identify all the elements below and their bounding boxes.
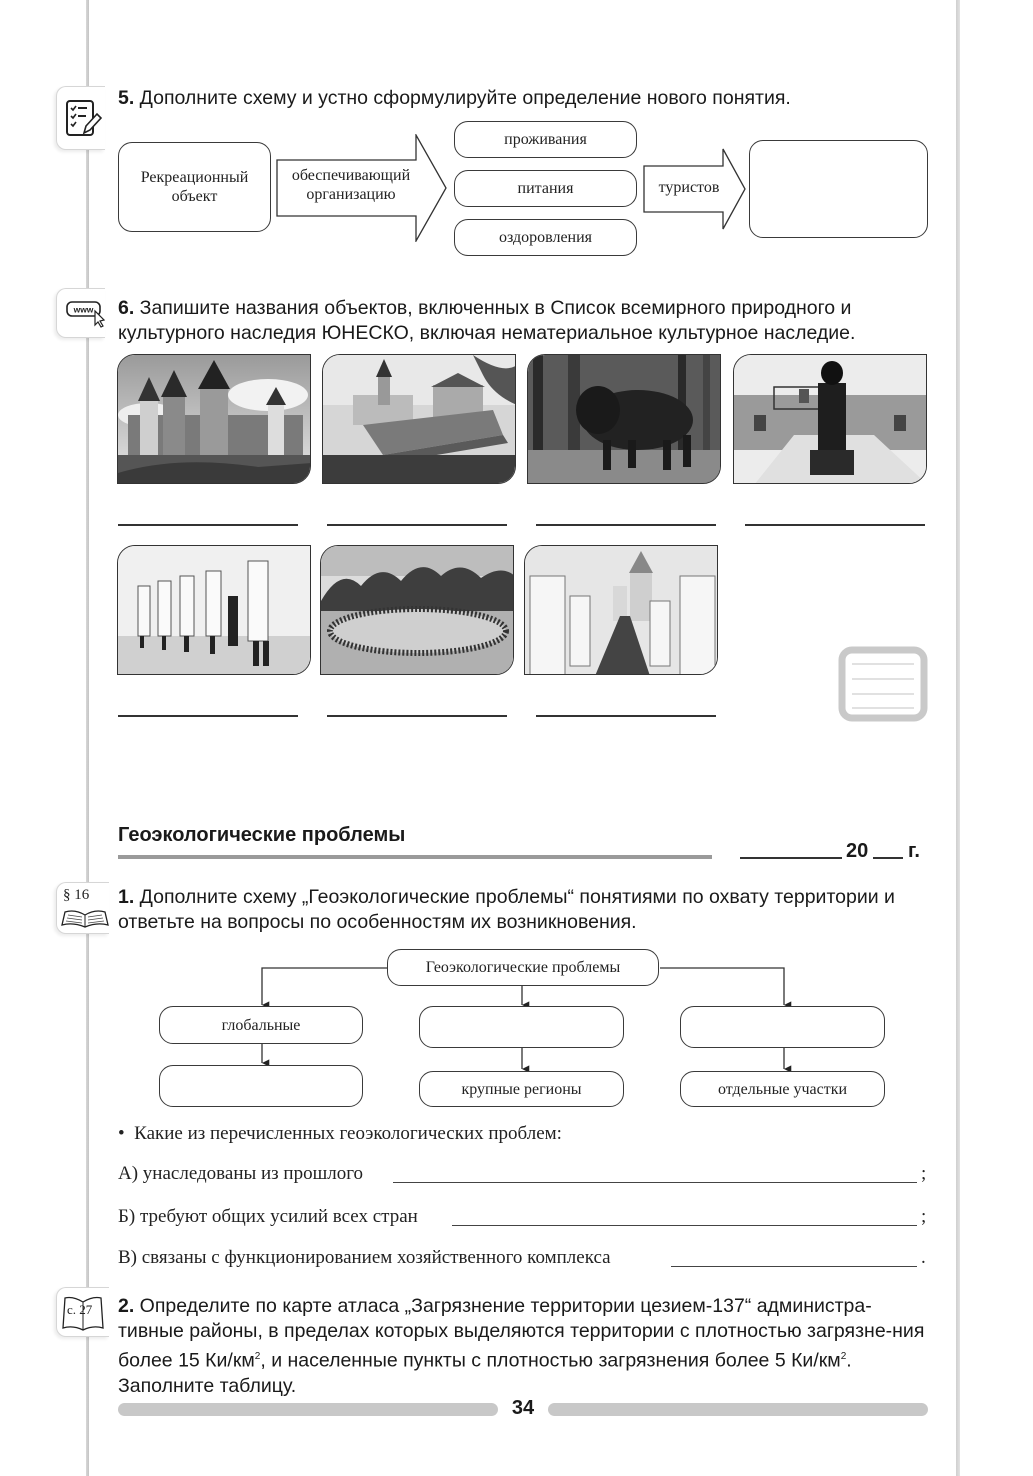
question-intro (118, 1123, 562, 1145)
geo-level2-label: отдельные участки (717, 1080, 848, 1098)
answer-line-4[interactable] (745, 524, 925, 526)
section-title: Геоэкологические проблемы (118, 824, 406, 846)
date-year-suffix: г. (908, 840, 920, 862)
answer-line-7[interactable] (536, 715, 716, 717)
folk-procession-photo-illustration (118, 546, 311, 675)
answer-line-2[interactable] (327, 524, 507, 526)
scheme-start-label: Рекреационный объект (140, 169, 249, 205)
geo-level1-box-2[interactable] (419, 1006, 624, 1048)
castle-photo-illustration (118, 355, 311, 484)
scheme-result-box[interactable] (749, 140, 928, 238)
svg-text:www: www (73, 304, 94, 315)
task5-instruction (118, 86, 930, 111)
photo-castle (117, 354, 311, 484)
question-b (118, 1206, 418, 1228)
photo-round-dance (320, 545, 514, 675)
task6-number: 6. (118, 297, 135, 319)
paragraph-ref: § 16 (63, 887, 90, 903)
geo-level2-box-regions (419, 1071, 624, 1107)
scheme-middle-box-3 (454, 219, 637, 256)
superscript: 2 (840, 1351, 847, 1362)
question-text: Какие из перечисленных геоэкологических проблем: (134, 1123, 562, 1144)
geo-level2-box-sites (680, 1071, 885, 1107)
section-title-rule (118, 855, 712, 859)
answer-b-field[interactable] (452, 1225, 917, 1226)
right-margin-line (956, 0, 960, 1476)
geo-level2-box-1[interactable] (159, 1065, 363, 1107)
monument-photo-illustration (734, 355, 927, 484)
photo-church-procession (524, 545, 718, 675)
task6-instruction (118, 296, 930, 346)
date-year-field[interactable] (873, 857, 903, 859)
photo-palace (322, 354, 516, 484)
task2-instruction (118, 1294, 930, 1399)
notepad-icon (838, 646, 928, 722)
geo-level2-label: крупные регионы (461, 1080, 582, 1098)
task2-text-b: , и населенные пункты с плотностью загрязнения более 5 Ки/км (260, 1349, 841, 1372)
scheme-start-box (118, 142, 271, 232)
bison-photo-illustration (528, 355, 721, 484)
task1-instruction (118, 885, 930, 935)
task2-text-a: Определите по карте атласа „Загрязнение территории цезием-137“ администра-тивные районы, в пределах которых выделяются территории с плотностью загрязне-ния более 15 Ки/км (118, 1295, 925, 1372)
answer-line-1[interactable] (118, 524, 298, 526)
task5-number: 5. (118, 87, 135, 109)
question-c-end: . (921, 1247, 926, 1268)
date-day-month-field[interactable] (740, 857, 842, 859)
footer-bar-left (118, 1403, 498, 1416)
answer-line-5[interactable] (118, 715, 298, 717)
question-b-label: Б) требуют общих усилий всех стран (118, 1206, 418, 1227)
task2-tab (56, 1287, 109, 1337)
scheme-middle-box-1 (454, 121, 637, 158)
geo-scheme-root (387, 949, 659, 986)
bullet: • (118, 1123, 135, 1144)
question-c (118, 1247, 611, 1269)
date-year-prefix: 20 (846, 840, 869, 862)
task2-number: 2. (118, 1295, 135, 1317)
task6-text: Запишите названия объектов, включенных в Список всемирного природного и культурного наследия ЮНЕСКО, включая нематериальное культурное наследие. (118, 297, 856, 344)
photo-monument (733, 354, 927, 484)
task1-tab (56, 882, 109, 934)
footer-bar-right (548, 1403, 928, 1416)
checklist-pencil-icon (57, 87, 105, 149)
question-a (118, 1163, 363, 1185)
geo-scheme-root-label: Геоэкологические проблемы (425, 959, 621, 976)
www-cursor-icon (57, 289, 105, 337)
photo-folk-procession (117, 545, 311, 675)
atlas-page-ref: с. 27 (67, 1302, 93, 1317)
answer-c-field[interactable] (671, 1266, 917, 1267)
task2-text-c: . Заполните таблицу. (118, 1349, 852, 1397)
question-c-label: В) связаны с функционированием хозяйственного комплекса (118, 1247, 611, 1268)
photo-bison (527, 354, 721, 484)
task1-number: 1. (118, 886, 135, 908)
scheme-middle-label: оздоровления (498, 229, 593, 246)
scheme-middle-box-2 (454, 170, 637, 207)
question-a-label: А) унаследованы из прошлого (118, 1163, 364, 1184)
answer-line-3[interactable] (536, 524, 716, 526)
task1-text: Дополните схему „Геоэкологические проблемы“ понятиями по охвату территории и ответьте на вопросы по особенностям их возникновения. (118, 886, 895, 933)
scheme-arrow-1-label: обеспечивающий организацию (291, 167, 411, 203)
geo-level1-box-global (159, 1006, 363, 1044)
question-a-end: ; (921, 1163, 927, 1184)
geo-level1-label: глобальные (221, 1016, 301, 1034)
answer-line-6[interactable] (327, 715, 507, 717)
church-procession-photo-illustration (525, 546, 718, 675)
task6-tab (56, 288, 105, 338)
open-book-icon (61, 909, 109, 929)
scheme-middle-label: питания (517, 180, 574, 197)
task5-text: Дополните схему и устно сформулируйте определение нового понятия. (134, 87, 791, 109)
left-margin-line (86, 0, 89, 1476)
geo-level1-box-3[interactable] (680, 1006, 885, 1048)
task5-tab (56, 86, 105, 150)
round-dance-photo-illustration (321, 546, 514, 675)
question-b-end: ; (921, 1206, 927, 1227)
scheme-arrow-2-label: туристов (658, 179, 720, 196)
page-number: 34 (500, 1397, 546, 1420)
answer-a-field[interactable] (393, 1182, 917, 1183)
palace-photo-illustration (323, 355, 516, 484)
superscript: 2 (254, 1351, 261, 1362)
scheme-middle-label: проживания (504, 131, 587, 148)
